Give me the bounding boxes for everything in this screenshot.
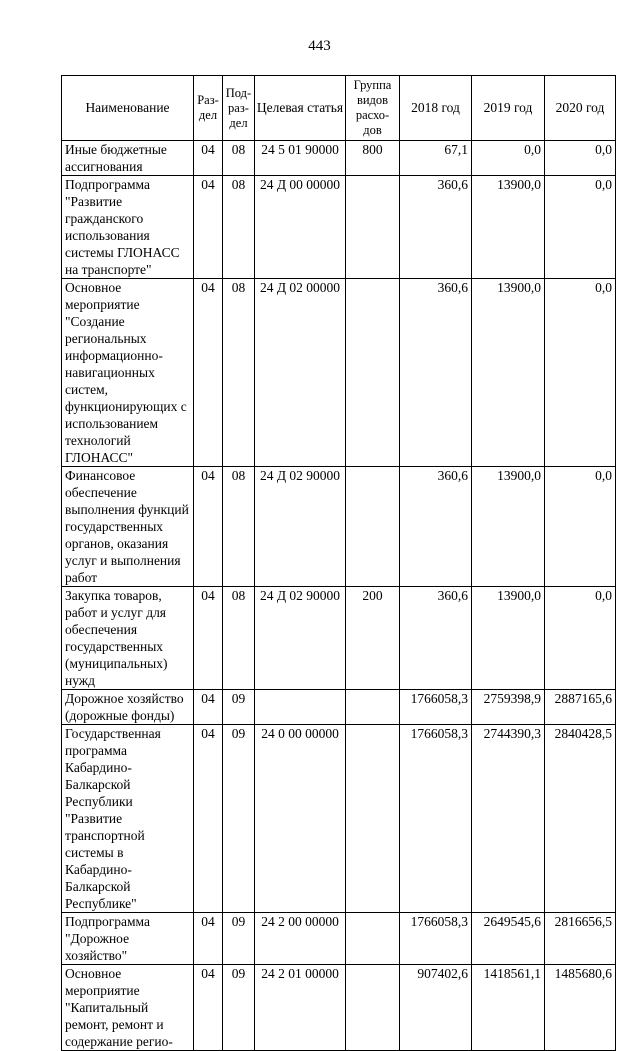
row-name: Иные бюджетные ассигнования (62, 141, 194, 176)
header-group: Группа видов расхо-дов (346, 76, 400, 141)
header-section: Раз-дел (194, 76, 223, 141)
table-row (62, 965, 616, 1051)
row-name: Государственная программа Кабардино-Балкарской Республики "Развитие транспортной системы в Кабардино-Балкарской Республике" (62, 725, 194, 913)
row-2020: 0,0 (545, 467, 616, 587)
table-row (62, 176, 616, 279)
row-name: Основное мероприятие "Создание региональных информационно-навигационных систем, функционирующих с использованием технологий ГЛОНАСС" (62, 279, 194, 467)
row-2019: 2649545,6 (472, 913, 545, 965)
row-name: Основное мероприятие "Капитальный ремонт, ремонт и содержание регио- (62, 965, 194, 1051)
row-subsection: 08 (223, 141, 255, 176)
row-2018: 360,6 (400, 587, 472, 690)
row-group (346, 690, 400, 725)
row-2020: 0,0 (545, 141, 616, 176)
table-row (62, 587, 616, 690)
header-2018: 2018 год (400, 76, 472, 141)
row-group: 800 (346, 141, 400, 176)
row-target: 24 Д 02 00000 (255, 279, 346, 467)
row-group (346, 176, 400, 279)
row-target: 24 Д 02 90000 (255, 467, 346, 587)
table-row (62, 913, 616, 965)
row-2019: 13900,0 (472, 176, 545, 279)
row-subsection: 09 (223, 725, 255, 913)
row-section: 04 (194, 965, 223, 1051)
row-target: 24 Д 00 00000 (255, 176, 346, 279)
row-2018: 360,6 (400, 467, 472, 587)
row-subsection: 09 (223, 913, 255, 965)
row-2018: 1766058,3 (400, 725, 472, 913)
row-2019: 2744390,3 (472, 725, 545, 913)
row-section: 04 (194, 587, 223, 690)
row-section: 04 (194, 467, 223, 587)
row-2018: 67,1 (400, 141, 472, 176)
row-name: Закупка товаров, работ и услуг для обеспечения государственных (муниципальных) нужд (62, 587, 194, 690)
row-target (255, 690, 346, 725)
table-row (62, 279, 616, 467)
row-section: 04 (194, 725, 223, 913)
row-2018: 1766058,3 (400, 690, 472, 725)
row-group (346, 725, 400, 913)
row-2020: 0,0 (545, 176, 616, 279)
row-subsection: 08 (223, 587, 255, 690)
row-section: 04 (194, 176, 223, 279)
row-subsection: 09 (223, 690, 255, 725)
page-number: 443 (308, 38, 331, 54)
row-group (346, 279, 400, 467)
row-2018: 1766058,3 (400, 913, 472, 965)
row-subsection: 08 (223, 467, 255, 587)
header-row (62, 76, 616, 141)
row-2019: 2759398,9 (472, 690, 545, 725)
row-section: 04 (194, 141, 223, 176)
row-target: 24 0 00 00000 (255, 725, 346, 913)
row-name: Финансовое обеспечение выполнения функций государственных органов, оказания услуг и выполнения работ (62, 467, 194, 587)
row-section: 04 (194, 690, 223, 725)
row-2020: 2887165,6 (545, 690, 616, 725)
row-2020: 2816656,5 (545, 913, 616, 965)
row-2018: 907402,6 (400, 965, 472, 1051)
header-name: Наименование (62, 76, 194, 141)
row-2020: 1485680,6 (545, 965, 616, 1051)
header-2019: 2019 год (472, 76, 545, 141)
row-2019: 13900,0 (472, 279, 545, 467)
row-group: 200 (346, 587, 400, 690)
row-subsection: 08 (223, 279, 255, 467)
row-target: 24 Д 02 90000 (255, 587, 346, 690)
row-name: Подпрограмма "Дорожное хозяйство" (62, 913, 194, 965)
header-subsection: Под-раз-дел (223, 76, 255, 141)
row-subsection: 08 (223, 176, 255, 279)
row-name: Дорожное хозяйство (дорожные фонды) (62, 690, 194, 725)
row-section: 04 (194, 913, 223, 965)
header-2020: 2020 год (545, 76, 616, 141)
row-2019: 13900,0 (472, 467, 545, 587)
header-target: Целевая статья (255, 76, 346, 141)
row-target: 24 5 01 90000 (255, 141, 346, 176)
row-target: 24 2 01 00000 (255, 965, 346, 1051)
row-group (346, 467, 400, 587)
row-2020: 0,0 (545, 279, 616, 467)
row-name: Подпрограмма "Развитие гражданского использования системы ГЛОНАСС на транспорте" (62, 176, 194, 279)
row-target: 24 2 00 00000 (255, 913, 346, 965)
table-row (62, 690, 616, 725)
row-2020: 0,0 (545, 587, 616, 690)
row-subsection: 09 (223, 965, 255, 1051)
table-row (62, 467, 616, 587)
row-group (346, 913, 400, 965)
row-2018: 360,6 (400, 279, 472, 467)
row-2019: 0,0 (472, 141, 545, 176)
row-2020: 2840428,5 (545, 725, 616, 913)
table-row (62, 141, 616, 176)
row-group (346, 965, 400, 1051)
row-2019: 13900,0 (472, 587, 545, 690)
row-section: 04 (194, 279, 223, 467)
table-row (62, 725, 616, 913)
row-2019: 1418561,1 (472, 965, 545, 1051)
row-2018: 360,6 (400, 176, 472, 279)
